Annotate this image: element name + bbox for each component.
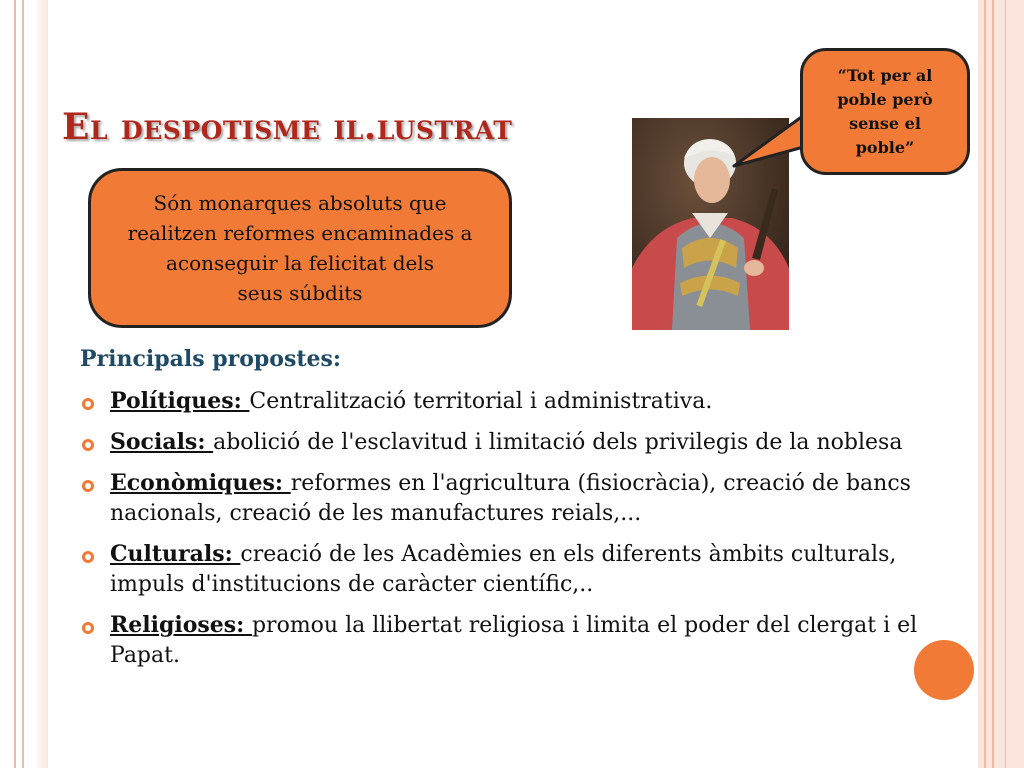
list-item xyxy=(74,427,954,458)
proposals-heading: Principals propostes: xyxy=(80,346,342,372)
definition-line: realitzen reformes encaminades a xyxy=(127,221,473,245)
definition-line: Són monarques absoluts que xyxy=(153,191,447,215)
quote-line: sense el xyxy=(849,113,921,133)
quote-line: poble però xyxy=(837,89,933,109)
bullet-icon xyxy=(82,480,94,492)
decorative-circle xyxy=(914,640,974,700)
quote-bubble xyxy=(800,48,970,175)
item-text: abolició de l'esclavitud i limitació dels privilegis de la noblesa xyxy=(213,430,903,455)
list-item xyxy=(74,539,954,600)
proposals-list xyxy=(74,386,954,681)
bullet-icon xyxy=(82,398,94,410)
item-text: Centralització territorial i administrativa. xyxy=(249,389,713,414)
definition-line: aconseguir la felicitat dels xyxy=(165,251,435,275)
item-label: Socials: xyxy=(110,429,214,455)
item-label: Econòmiques: xyxy=(110,470,291,496)
quote-line: poble” xyxy=(855,137,915,157)
list-item xyxy=(74,610,954,671)
item-label: Polítiques: xyxy=(110,388,250,414)
definition-bubble xyxy=(88,168,512,328)
slide-title: El despotisme il.lustrat xyxy=(62,106,513,148)
item-text: promou la llibertat religiosa i limita el poder del clergat i el Papat. xyxy=(110,613,918,668)
bullet-icon xyxy=(82,439,94,451)
bullet-icon xyxy=(82,622,94,634)
list-item xyxy=(74,468,954,529)
definition-line: seus súbdits xyxy=(237,281,363,305)
item-text: reformes en l'agricultura (fisiocràcia), creació de bancs nacionals, creació de les manufactures reials,... xyxy=(110,471,911,526)
item-label: Culturals: xyxy=(110,541,241,567)
item-text: creació de les Acadèmies en els diferents àmbits culturals, impuls d'institucions de caràcter científic,.. xyxy=(110,542,897,597)
bullet-icon xyxy=(82,551,94,563)
list-item xyxy=(74,386,954,417)
quote-line: “Tot per al xyxy=(837,65,933,85)
item-label: Religioses: xyxy=(110,612,252,638)
